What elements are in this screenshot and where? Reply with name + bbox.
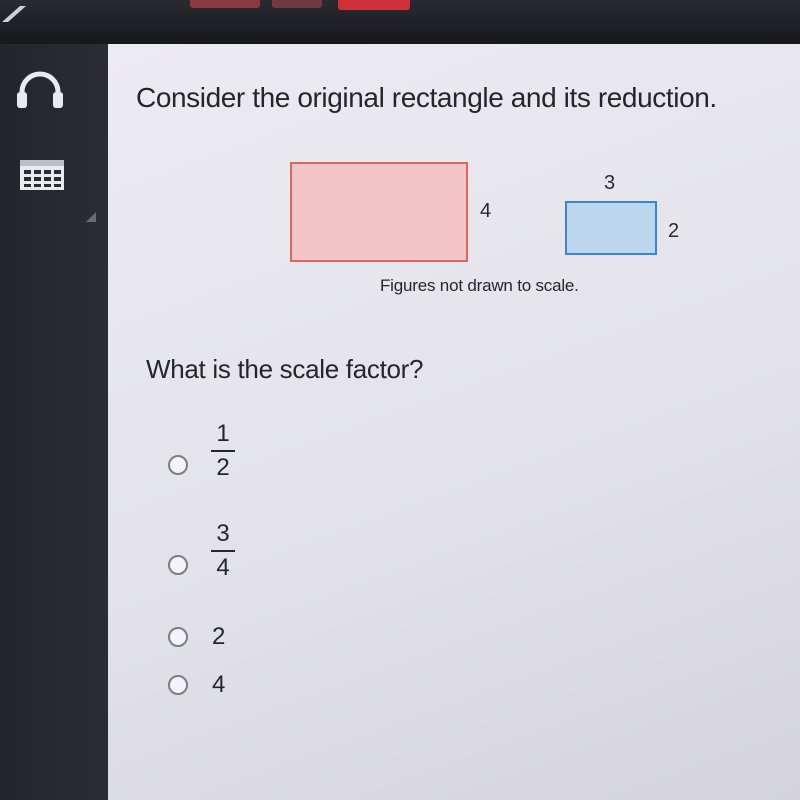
reduction-rectangle [565,201,657,255]
reduction-width-label: 3 [604,172,616,194]
question-text: Consider the original rectangle and its reduction. [136,82,717,113]
option-two[interactable] [156,620,296,654]
fraction [210,520,236,582]
denominator: 4 [216,554,230,581]
reduction-height-label: 2 [668,220,680,242]
original-side-label: 4 [480,200,492,222]
calculator-icon [8,144,72,200]
option-one-half[interactable] [156,420,296,480]
numerator: 1 [216,420,230,447]
top-tab-2[interactable] [272,0,322,8]
option-value: 2 [212,623,226,650]
radio-button[interactable] [168,555,188,575]
numerator: 3 [216,520,230,547]
denominator: 2 [216,454,230,481]
pencil-icon[interactable] [0,0,50,26]
question-panel [108,44,800,800]
radio-button[interactable] [168,455,188,475]
top-bar [0,0,800,44]
question-prompt: What is the scale factor? [146,354,424,384]
expand-arrow-icon[interactable] [86,212,96,222]
figures [278,154,698,294]
fraction-bar [211,550,235,552]
calculator-button[interactable] [8,144,72,200]
original-rectangle [290,162,468,262]
radio-button[interactable] [168,675,188,695]
scale-note: Figures not drawn to scale. [380,276,579,295]
fraction-bar [211,450,235,452]
radio-button[interactable] [168,627,188,647]
sidebar [0,44,108,800]
audio-button[interactable] [8,62,72,118]
option-three-fourths[interactable] [156,520,296,580]
option-value: 4 [212,671,226,698]
top-tab-3[interactable] [338,0,410,10]
top-tab-1[interactable] [190,0,260,8]
fraction [210,420,236,482]
headphones-icon [8,62,72,118]
option-four[interactable] [156,668,296,702]
